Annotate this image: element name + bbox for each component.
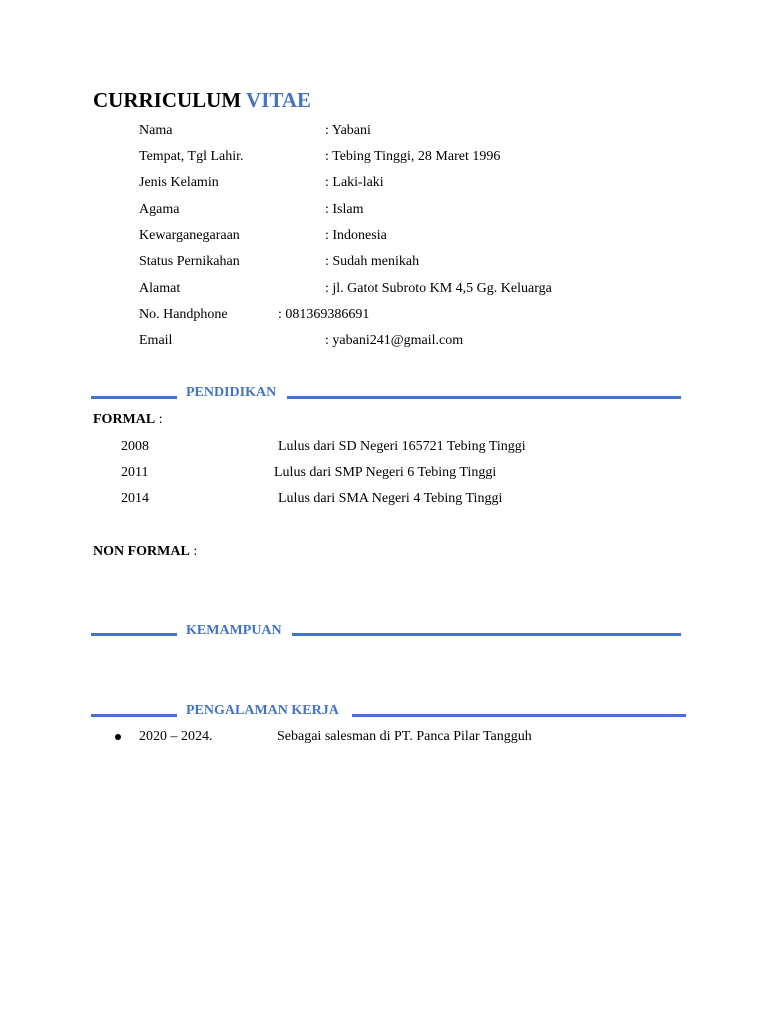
personal-value-email: : yabani241@gmail.com: [325, 333, 464, 348]
formal-year: 2011: [121, 465, 149, 480]
pengalaman-heading: PENGALAMAN KERJA: [186, 703, 339, 718]
pengalaman-divider-right: [352, 714, 686, 717]
personal-label-agama: Agama: [139, 202, 180, 217]
personal-value-nama: : Yabani: [325, 123, 371, 138]
formal-desc: Lulus dari SMA Negeri 4 Tebing Tinggi: [278, 491, 503, 506]
formal-desc: Lulus dari SD Negeri 165721 Tebing Tinggi: [278, 439, 526, 454]
formal-label: FORMAL: [93, 412, 156, 427]
pengalaman-period: 2020 – 2024.: [139, 729, 213, 744]
personal-value-no-handphone: : 081369386691: [278, 307, 370, 322]
title-main: CURRICULUM: [93, 88, 242, 112]
personal-value-status-pernikahan: : Sudah menikah: [325, 254, 420, 269]
pendidikan-divider-left: [91, 396, 177, 399]
personal-label-email: Email: [139, 333, 173, 348]
formal-suffix: :: [155, 412, 163, 427]
kemampuan-divider-right: [292, 633, 681, 636]
kemampuan-divider-left: [91, 633, 177, 636]
non-formal-heading: [93, 543, 197, 561]
pengalaman-desc: Sebagai salesman di PT. Panca Pilar Tangguh: [277, 729, 532, 744]
formal-year: 2014: [121, 491, 149, 506]
personal-value-tempat-tgl-lahir: : Tebing Tinggi, 28 Maret 1996: [325, 149, 501, 164]
formal-heading: [93, 411, 163, 429]
pengalaman-divider-left: [91, 714, 177, 717]
personal-value-kewarganegaraan: : Indonesia: [325, 228, 387, 243]
kemampuan-heading: KEMAMPUAN: [186, 623, 282, 638]
personal-label-kewarganegaraan: Kewarganegaraan: [139, 228, 240, 243]
personal-value-jenis-kelamin: : Laki-laki: [325, 175, 384, 190]
formal-year: 2008: [121, 439, 149, 454]
personal-label-alamat: Alamat: [139, 281, 181, 296]
pendidikan-divider-right: [287, 396, 681, 399]
personal-label-no-handphone: No. Handphone: [139, 307, 228, 322]
document-title: [93, 87, 311, 113]
personal-value-agama: : Islam: [325, 202, 364, 217]
personal-label-status-pernikahan: Status Pernikahan: [139, 254, 240, 269]
non-formal-suffix: :: [189, 544, 198, 559]
title-accent: VITAE: [246, 88, 312, 112]
non-formal-label: NON FORMAL: [93, 544, 190, 559]
personal-label-jenis-kelamin: Jenis Kelamin: [139, 175, 219, 190]
personal-label-nama: Nama: [139, 123, 173, 138]
personal-label-tempat-tgl-lahir: Tempat, Tgl Lahir.: [139, 149, 244, 164]
bullet-icon: [115, 734, 121, 740]
pendidikan-heading: PENDIDIKAN: [186, 385, 277, 400]
formal-desc: Lulus dari SMP Negeri 6 Tebing Tinggi: [274, 465, 497, 480]
personal-value-alamat: : jl. Gatot Subroto KM 4,5 Gg. Keluarga: [325, 281, 552, 296]
